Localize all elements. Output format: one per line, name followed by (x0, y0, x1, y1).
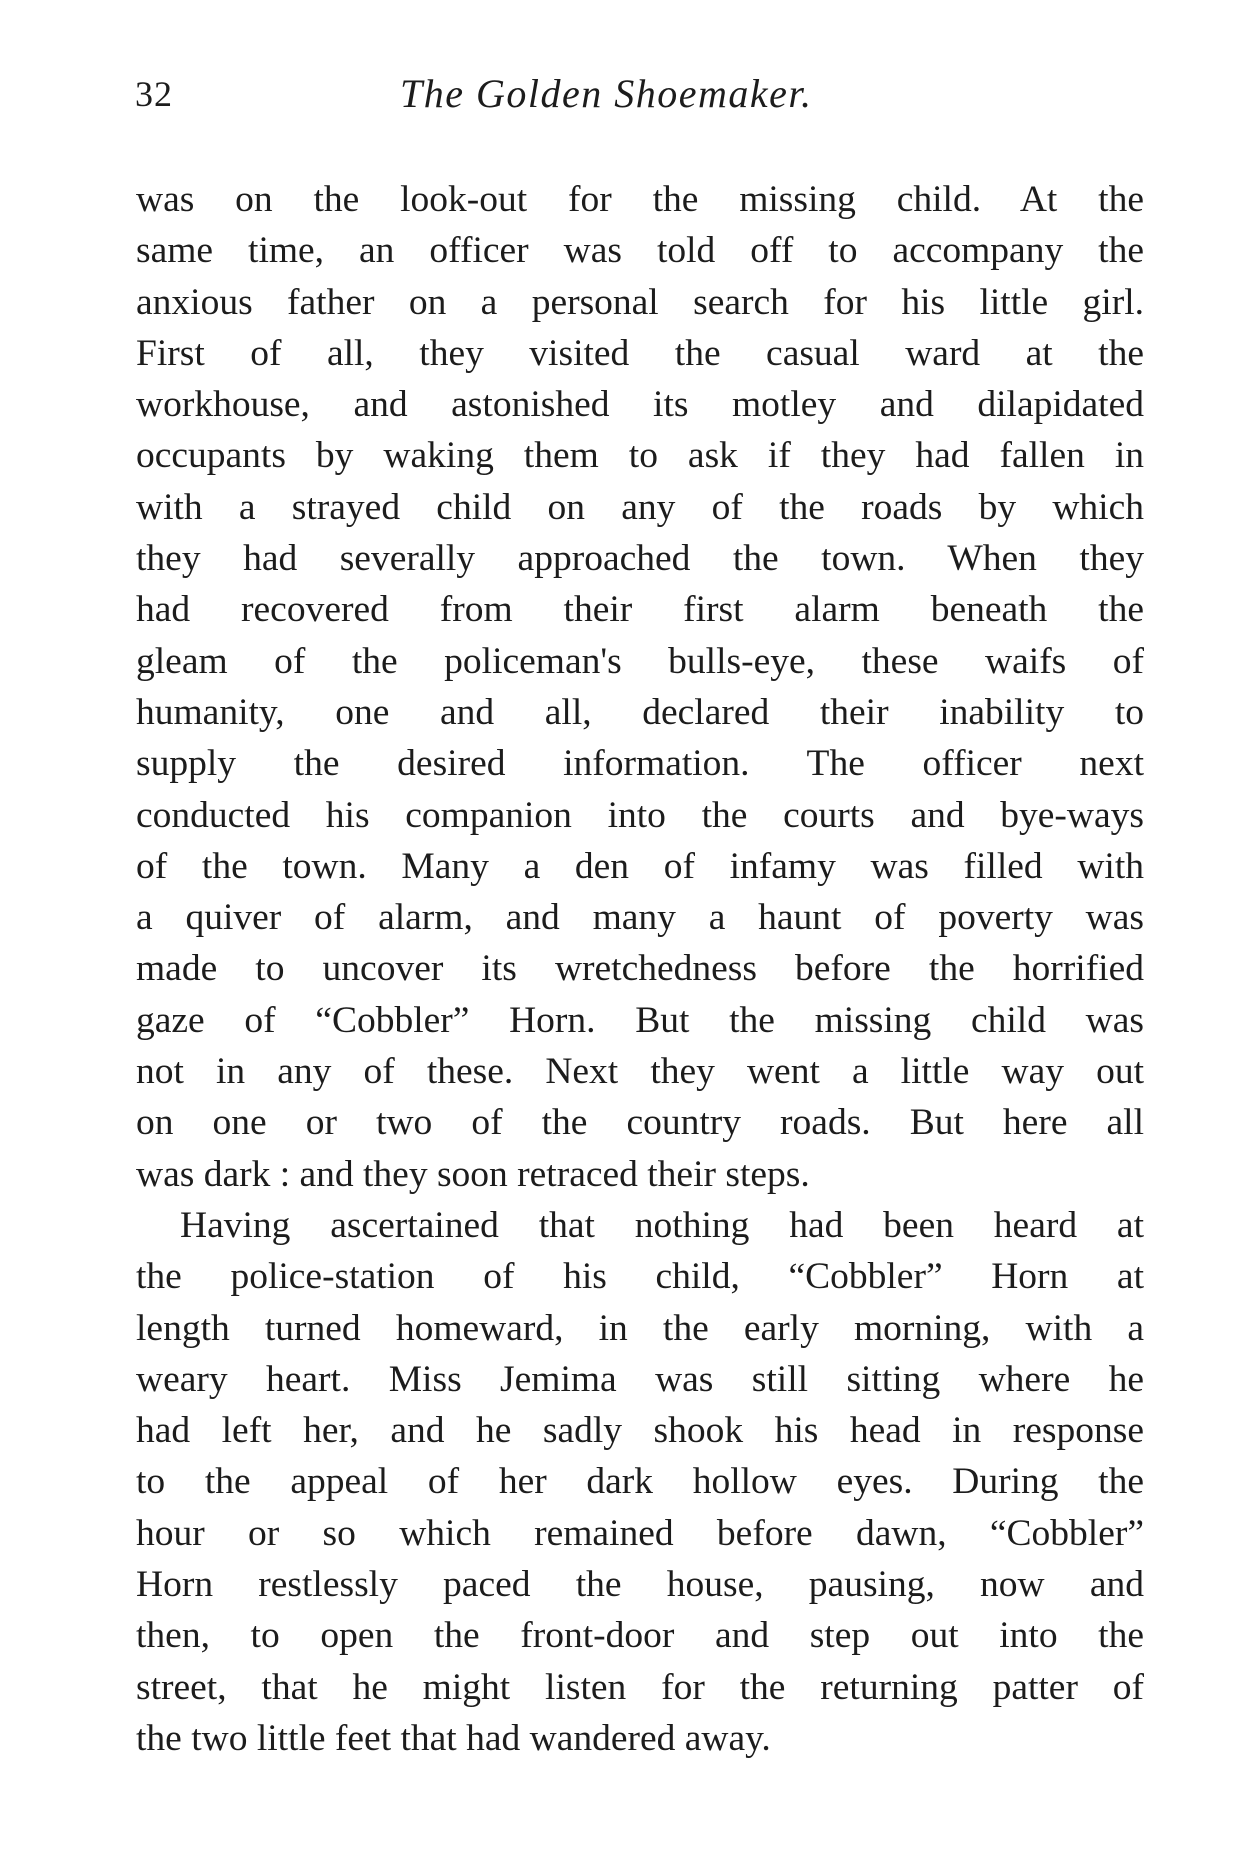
body-text (136, 174, 1144, 1764)
text-line: gleam of the policeman's bulls-eye, these waifs of (136, 640, 1144, 682)
text-line: humanity, one and all, declared their inability to (136, 691, 1144, 733)
text-line: had recovered from their first alarm beneath the (136, 589, 1144, 631)
text-line: then, to open the front-door and step out into the (136, 1615, 1144, 1657)
text-line: Having ascertained that nothing had been heard at (180, 1204, 1144, 1246)
text-line: occupants by waking them to ask if they had fallen in (136, 435, 1144, 477)
text-line: with a strayed child on any of the roads by which (136, 486, 1144, 528)
text-line: workhouse, and astonished its motley and dilapidated (136, 384, 1144, 426)
page-number: 32 (135, 74, 173, 114)
text-line: to the appeal of her dark hollow eyes. During the (136, 1461, 1144, 1503)
text-line: had left her, and he sadly shook his head in response (136, 1410, 1144, 1452)
text-line: anxious father on a personal search for his little girl. (136, 281, 1144, 323)
text-line: Horn restlessly paced the house, pausing, now and (136, 1564, 1144, 1606)
text-line: not in any of these. Next they went a little way out (136, 1051, 1144, 1093)
text-line: made to uncover its wretchedness before the horrified (136, 948, 1144, 990)
text-line: gaze of “Cobbler” Horn. But the missing child was (136, 999, 1144, 1041)
text-line: conducted his companion into the courts and bye-ways (136, 794, 1144, 836)
text-line: they had severally approached the town. When they (136, 538, 1144, 580)
text-line: was dark : and they soon retraced their steps. (136, 1153, 810, 1195)
text-line: First of all, they visited the casual ward at the (136, 332, 1144, 374)
text-line: street, that he might listen for the returning patter of (136, 1666, 1144, 1708)
text-line: length turned homeward, in the early morning, with a (136, 1307, 1144, 1349)
text-line: of the town. Many a den of infamy was filled with (136, 845, 1144, 887)
text-line: a quiver of alarm, and many a haunt of poverty was (136, 897, 1144, 939)
text-line: the police-station of his child, “Cobbler” Horn at (136, 1256, 1144, 1298)
text-line: was on the look-out for the missing child. At the (136, 179, 1144, 220)
text-line: weary heart. Miss Jemima was still sitting where he (136, 1358, 1144, 1400)
text-line: same time, an officer was told off to accompany the (136, 230, 1144, 272)
text-line: on one or two of the country roads. But here all (136, 1102, 1144, 1144)
text-line: the two little feet that had wandered away. (136, 1717, 771, 1759)
paragraph-1 (136, 174, 1144, 1200)
paragraph-2 (136, 1200, 1144, 1764)
text-line: supply the desired information. The officer next (136, 743, 1144, 785)
running-title: The Golden Shoemaker. (400, 71, 813, 116)
text-line: hour or so which remained before dawn, “Cobbler” (136, 1512, 1144, 1554)
page-header (135, 72, 1135, 132)
